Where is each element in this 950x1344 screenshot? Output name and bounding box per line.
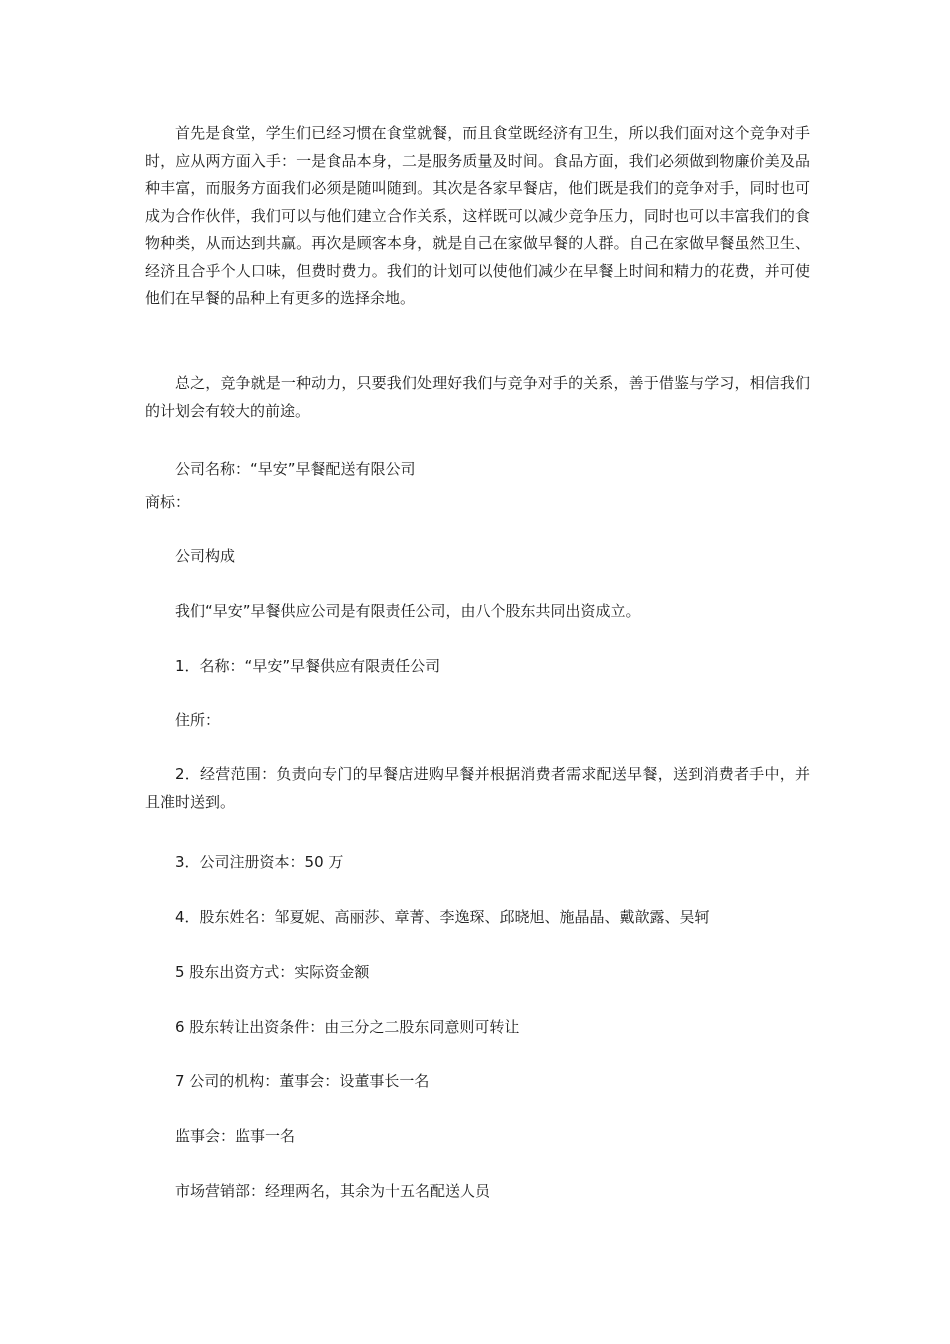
marketing-department-line: 市场营销部：经理两名，其余为十五名配送人员	[175, 1182, 491, 1200]
address-line: 住所：	[175, 711, 221, 729]
item-shareholders: 4．股东姓名：邹夏妮、高丽莎、章菁、李逸琛、邱晓旭、施晶晶、戴歆露、吴轲	[175, 908, 710, 926]
trademark-line: 商标：	[145, 493, 191, 511]
item-transfer-conditions: 6 股东转让出资条件：由三分之二股东同意则可转让	[175, 1018, 520, 1036]
item-name: 1．名称：“早安”早餐供应有限责任公司	[175, 657, 441, 675]
company-structure-heading: 公司构成	[175, 547, 236, 565]
item-registered-capital: 3．公司注册资本：50 万	[175, 853, 344, 871]
supervisory-board-line: 监事会：监事一名	[175, 1127, 296, 1145]
paragraph-conclusion: 总之，竞争就是一种动力，只要我们处理好我们与竞争对手的关系，善于借鉴与学习，相信我们的计划会有较大的前途。	[145, 374, 810, 420]
company-intro-line: 我们“早安”早餐供应公司是有限责任公司，由八个股东共同出资成立。	[175, 602, 641, 620]
item-company-organization: 7 公司的机构：董事会：设董事长一名	[175, 1072, 430, 1090]
company-name-line: 公司名称：“早安”早餐配送有限公司	[175, 460, 416, 478]
item-investment-method: 5 股东出资方式：实际资金额	[175, 963, 370, 981]
item-business-scope: 2．经营范围：负责向专门的早餐店进购早餐并根据消费者需求配送早餐，送到消费者手中，并且准时送到。	[145, 765, 810, 811]
paragraph-competition-analysis: 首先是食堂，学生们已经习惯在食堂就餐，而且食堂既经济有卫生，所以我们面对这个竞争对手时，应从两方面入手：一是食品本身，二是服务质量及时间。食品方面，我们必须做到物廉价美及品种丰富，而服务方面我们必须是随叫随到。其次是各家早餐店，他们既是我们的竞争对手，同时也可成为合作伙伴，我们可以与他们建立合作关系，这样既可以减少竞争压力，同时也可以丰富我们的食物种类，从而达到共赢。再次是顾客本身，就是自己在家做早餐的人群。自己在家做早餐虽然卫生、经济且合乎个人口味，但费时费力。我们的计划可以使他们减少在早餐上时间和精力的花费，并可使他们在早餐的品种上有更多的选择余地。	[145, 124, 810, 307]
